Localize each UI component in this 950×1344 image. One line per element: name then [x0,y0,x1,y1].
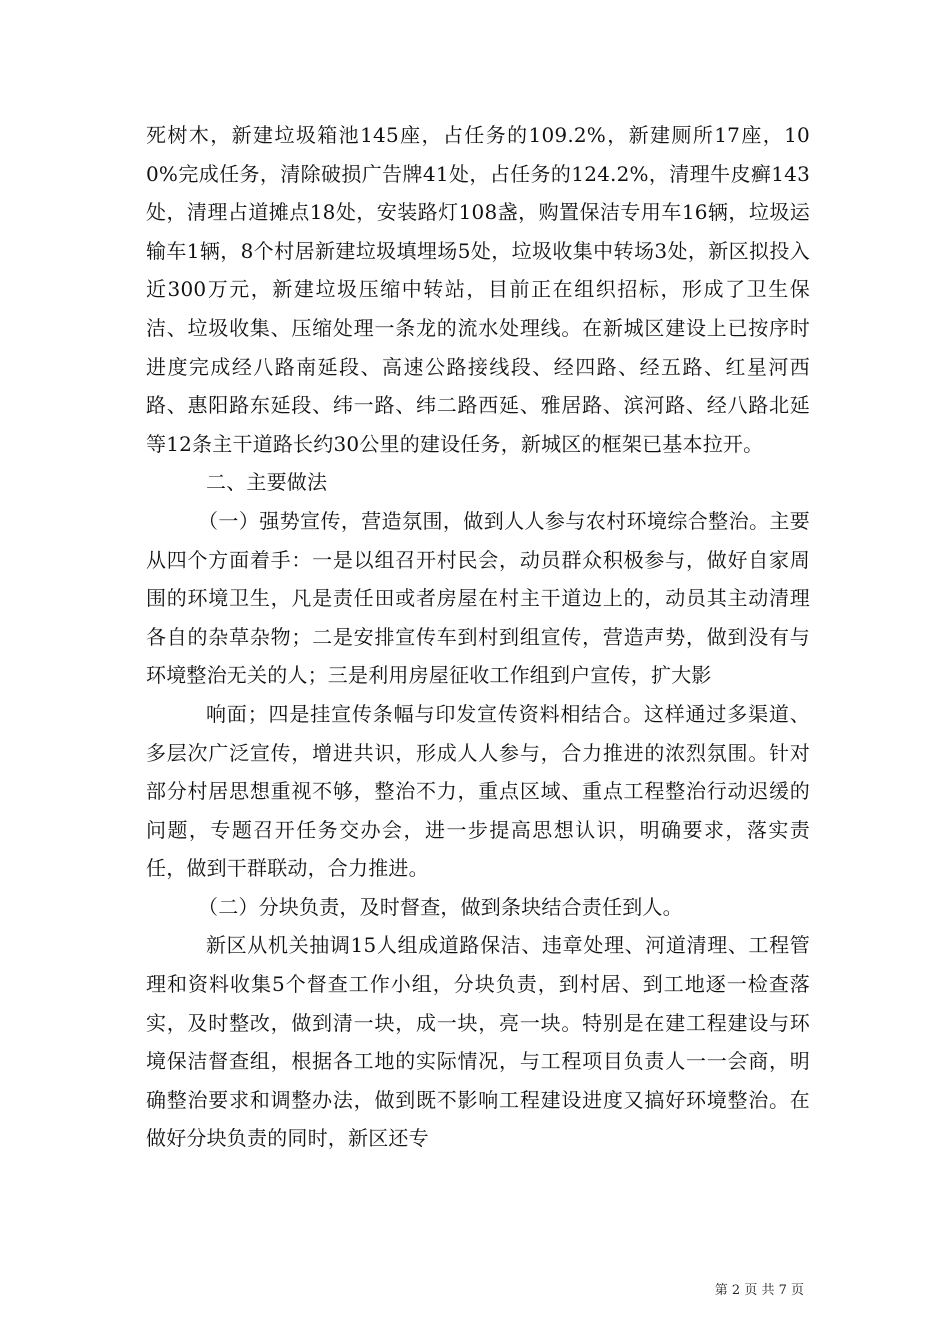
paragraph-publicity: （一）强势宣传，营造氛围，做到人人参与农村环境综合整治。主要从四个方面着手：一是以组召开村民会，动员群众积极参与，做好自家周围的环境卫生，凡是责任田或者房屋在村主干道边上的，动员其主动清理各自的杂草杂物；二是安排宣传车到村到组宣传，营造声势，做到没有与环境整治无关的人；三是利用房屋征收工作组到户宣传，扩大影 [146,508,810,688]
paragraph-publicity-continued: 响面；四是挂宣传条幅与印发宣传资料相结合。这样通过多渠道、多层次广泛宣传，增进共识，形成人人参与，合力推进的浓烈氛围。针对部分村居思想重视不够，整治不力，重点区域、重点工程整治行动迟缓的问题，专题召开任务交办会，进一步提高思想认识，明确要求，落实责任，做到干群联动，合力推进。 [146,701,810,881]
paragraph-supervision-groups: 新区从机关抽调15人组成道路保洁、违章处理、河道清理、工程管理和资料收集5个督查工作小组，分块负责，到村居、到工地逐一检查落实，及时整改，做到清一块，成一块，亮一块。特别是在建工程建设与环境保洁督查组，根据各工地的实际情况，与工程项目负责人一一会商，明确整治要求和调整办法，做到既不影响工程建设进度又搞好环境整治。在做好分块负责的同时，新区还专 [146,933,810,1151]
section-heading-main-methods: 二、主要做法 [206,470,328,495]
page-number-footer: 第 2 页 共 7 页 [714,1283,804,1298]
document-body [146,116,810,1158]
subheading-block-responsibility: （二）分块负责，及时督查，做到条块结合责任到人。 [198,894,683,919]
paragraph-achievements: 死树木，新建垃圾箱池145座，占任务的109.2%，新建厕所17座，100%完成任务，清除破损广告牌41处，占任务的124.2%，清理牛皮癣143处，清理占道摊点18处，安装路灯108盏，购置保洁专用车16辆，垃圾运输车1辆，8个村居新建垃圾填埋场5处，垃圾收集中转场3处，新区拟投入近300万元，新建垃圾压缩中转站，目前正在组织招标，形成了卫生保洁、垃圾收集、压缩处理一条龙的流水处理线。在新城区建设上已按序时进度完成经八路南延段、高速公路接线段、经四路、经五路、红星河西路、惠阳路东延段、纬一路、纬二路西延、雅居路、滨河路、经八路北延等12条主干道路长约30公里的建设任务，新城区的框架已基本拉开。 [146,123,810,456]
